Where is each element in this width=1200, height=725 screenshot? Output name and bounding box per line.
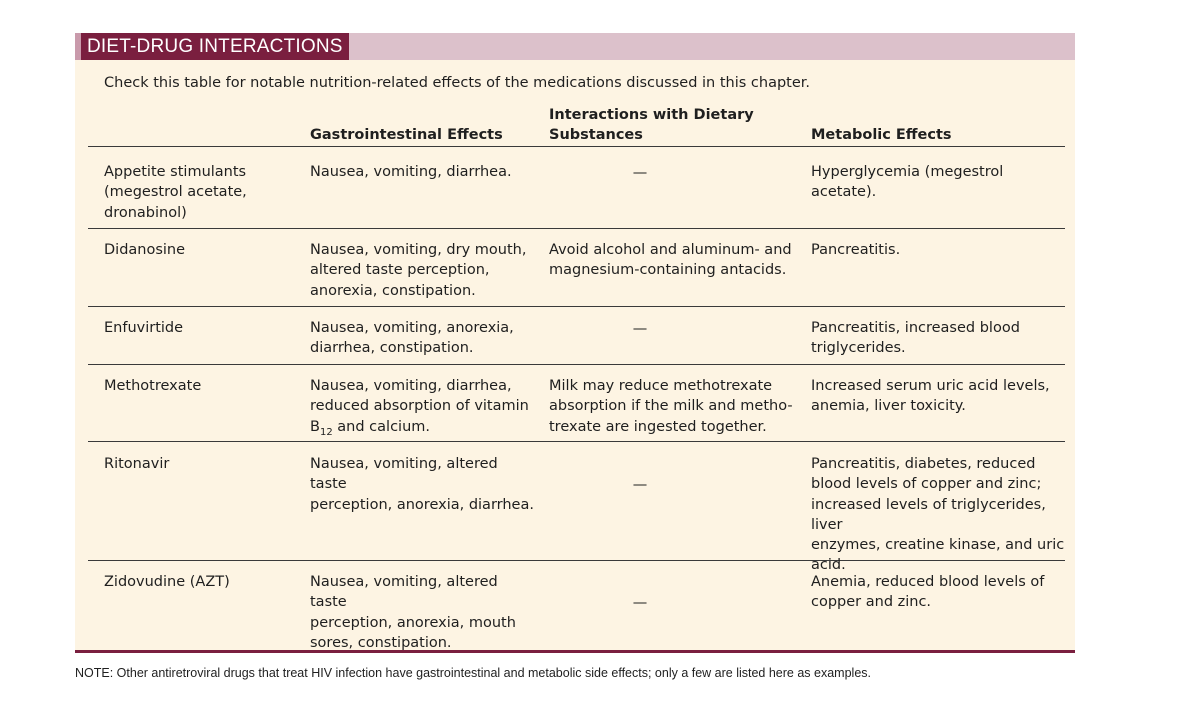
row-2-metabolic	[811, 240, 1066, 260]
row-6-dietary-dash: —	[632, 595, 648, 611]
drug-line: Methotrexate	[104, 378, 202, 394]
drug-line: Ritonavir	[104, 456, 170, 472]
gi-line: Nausea, vomiting, diarrhea.	[310, 164, 512, 180]
drug-line: Zidovudine (AZT)	[104, 574, 230, 590]
metabolic-line: blood levels of copper and zinc;	[811, 476, 1042, 493]
row-5-gi	[310, 454, 535, 515]
metabolic-line: enzymes, creatine kinase, and uric	[811, 537, 1065, 554]
metabolic-line: triglycerides.	[811, 340, 906, 357]
row-2-dietary	[549, 240, 794, 281]
gi-text: and calcium.	[332, 418, 430, 435]
drug-line: Enfuvirtide	[104, 320, 184, 336]
gi-line: anorexia, constipation.	[310, 282, 476, 299]
row-4-dietary	[549, 376, 794, 437]
dietary-line: Milk may reduce methotrexate	[549, 378, 773, 394]
gi-line: diarrhea, constipation.	[310, 340, 474, 357]
section-header-band	[75, 33, 1075, 60]
column-header-dietary	[549, 105, 754, 145]
vitamin-letter: B	[310, 418, 320, 435]
dietary-line: trexate are ingested together.	[549, 418, 767, 435]
dietary-line: magnesium-containing antacids.	[549, 262, 787, 279]
row-divider	[88, 306, 1065, 307]
row-1-metabolic	[811, 162, 1066, 203]
vitamin-subscript: 12	[319, 426, 333, 438]
row-3-drug	[104, 318, 294, 338]
drug-line: (megestrol acetate,	[104, 184, 247, 201]
row-6-drug	[104, 572, 294, 592]
metabolic-line: copper and zinc.	[811, 594, 932, 611]
dietary-line: Avoid alcohol and aluminum- and	[549, 242, 792, 258]
gi-line: altered taste perception,	[310, 262, 490, 279]
metabolic-line: Hyperglycemia (megestrol	[811, 164, 1004, 180]
column-header-metabolic: Metabolic Effects	[811, 127, 952, 143]
row-divider	[88, 364, 1065, 365]
row-3-dietary-dash: —	[632, 321, 648, 337]
drug-line: Appetite stimulants	[104, 164, 247, 180]
row-5-dietary-dash: —	[632, 477, 648, 493]
column-header-dietary-line1: Interactions with Dietary	[549, 107, 754, 123]
gi-line: sores, constipation.	[310, 634, 452, 651]
section-title: DIET-DRUG INTERACTIONS	[75, 33, 349, 60]
dietary-line: absorption if the milk and metho-	[549, 398, 793, 415]
metabolic-line: Pancreatitis, increased blood	[811, 320, 1020, 336]
intro-text: Check this table for notable nutrition-related effects of the medications discussed in this chapter.	[104, 75, 811, 91]
metabolic-line: increased levels of triglycerides, liver	[811, 496, 1046, 533]
metabolic-line: acid.	[811, 557, 846, 574]
row-6-gi	[310, 572, 535, 653]
row-4-metabolic	[811, 376, 1066, 417]
gi-line: Nausea, vomiting, diarrhea,	[310, 378, 512, 394]
metabolic-line: Pancreatitis.	[811, 242, 901, 258]
gi-line	[310, 417, 535, 437]
drug-line: dronabinol)	[104, 204, 187, 221]
gi-line: Nausea, vomiting, altered taste	[310, 456, 498, 493]
row-6-metabolic	[811, 572, 1066, 613]
metabolic-line: Anemia, reduced blood levels of	[811, 574, 1045, 590]
gi-line: Nausea, vomiting, altered taste	[310, 574, 498, 611]
gi-line: Nausea, vomiting, dry mouth,	[310, 242, 527, 258]
gi-line: reduced absorption of vitamin	[310, 398, 529, 415]
row-divider	[88, 228, 1065, 229]
header-rule	[88, 146, 1065, 147]
row-3-gi	[310, 318, 535, 359]
row-4-gi	[310, 376, 535, 437]
row-1-drug	[104, 162, 294, 223]
row-divider	[88, 441, 1065, 442]
row-3-metabolic	[811, 318, 1066, 359]
drug-line: Didanosine	[104, 242, 186, 258]
metabolic-line: acetate).	[811, 184, 877, 201]
row-1-dietary-dash: —	[632, 165, 648, 181]
panel-bottom-rule	[75, 650, 1075, 653]
row-5-metabolic	[811, 454, 1066, 576]
column-header-dietary-line2: Substances	[549, 127, 643, 143]
gi-line: perception, anorexia, mouth	[310, 614, 516, 631]
row-2-gi	[310, 240, 535, 301]
row-1-gi	[310, 162, 535, 182]
row-5-drug	[104, 454, 294, 474]
row-2-drug	[104, 240, 294, 260]
metabolic-line: anemia, liver toxicity.	[811, 398, 966, 415]
table-footnote: NOTE: Other antiretroviral drugs that treat HIV infection have gastrointestinal and metabolic side effects; only a few are listed here as examples.	[75, 666, 871, 680]
row-4-drug	[104, 376, 294, 396]
column-header-gi: Gastrointestinal Effects	[310, 127, 503, 143]
gi-line: Nausea, vomiting, anorexia,	[310, 320, 514, 336]
metabolic-line: Pancreatitis, diabetes, reduced	[811, 456, 1036, 472]
gi-line: perception, anorexia, diarrhea.	[310, 496, 534, 513]
metabolic-line: Increased serum uric acid levels,	[811, 378, 1050, 394]
